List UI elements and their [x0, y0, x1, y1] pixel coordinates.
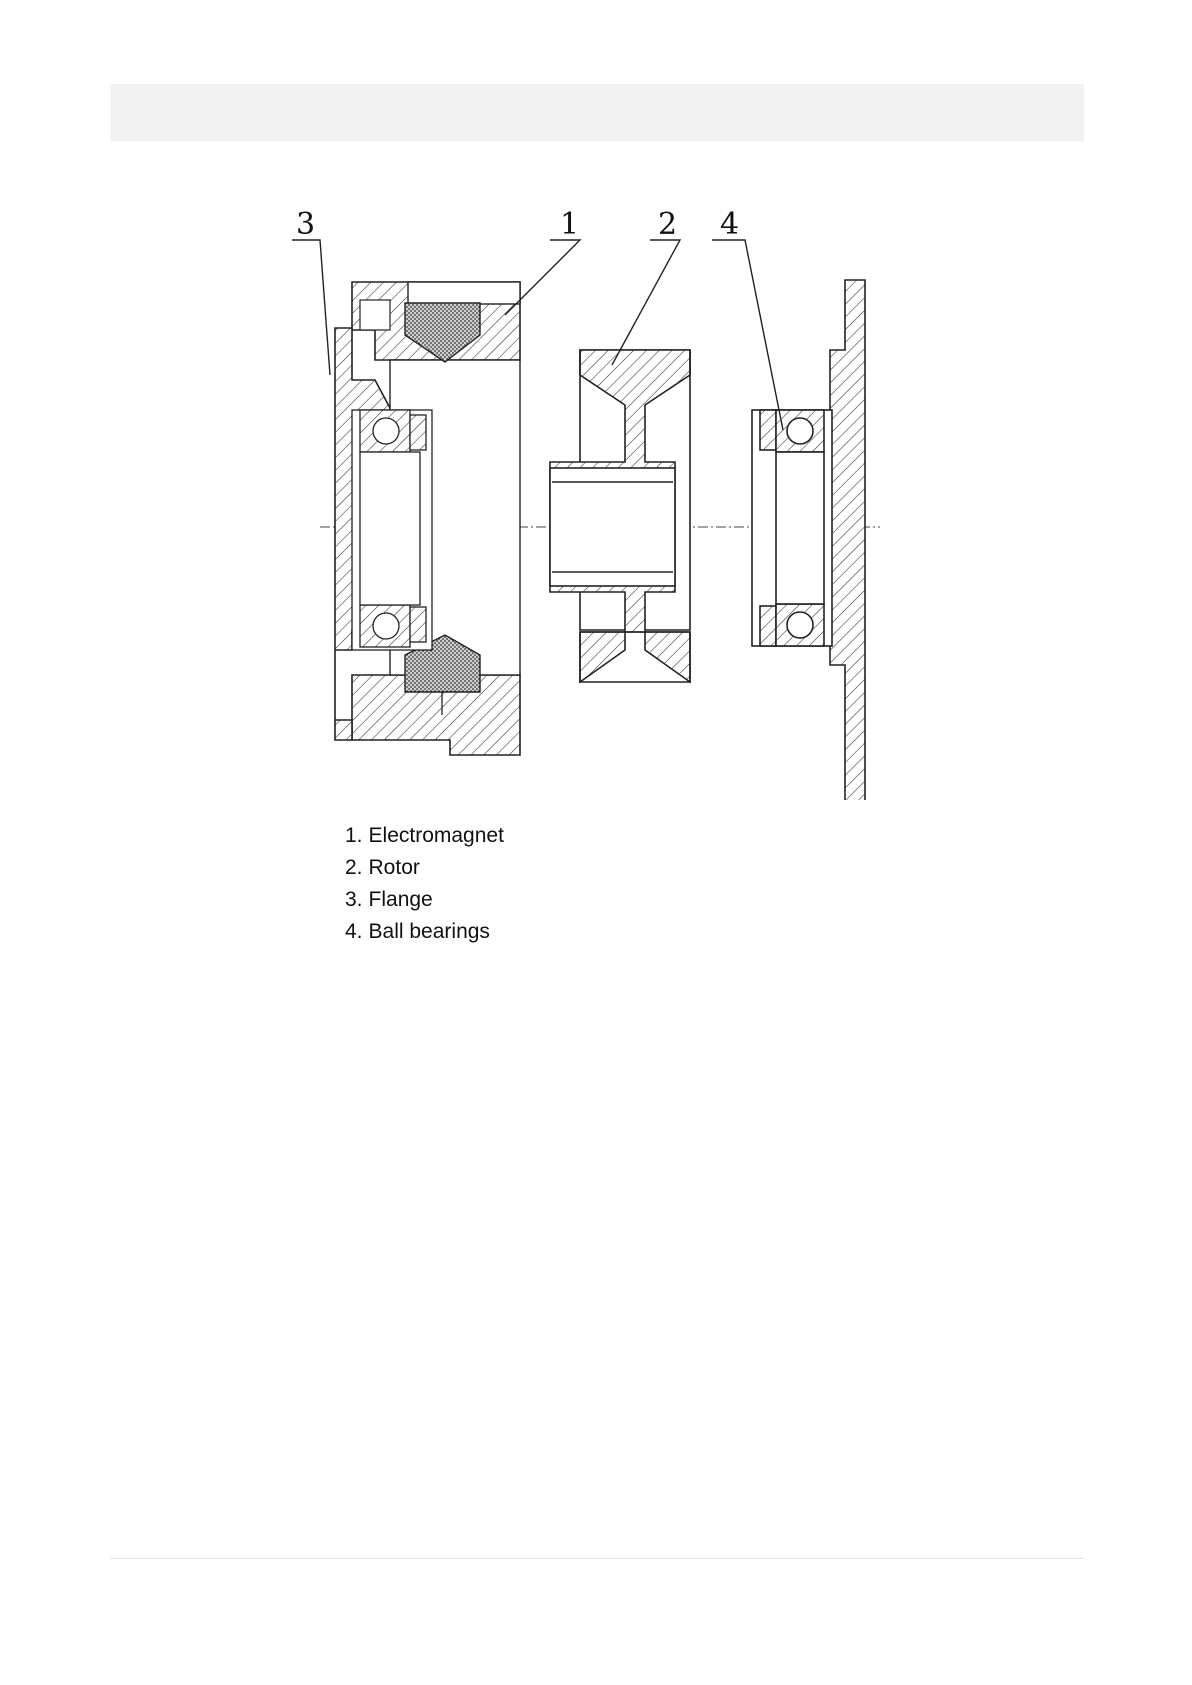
rotor	[550, 350, 690, 682]
callout-4: 4	[720, 210, 740, 242]
footer-rule	[110, 1558, 1084, 1559]
figure-legend	[345, 820, 504, 948]
brake-assembly-drawing	[290, 210, 910, 800]
callout-3: 3	[296, 210, 316, 242]
header-band	[110, 84, 1084, 141]
callout-2: 2	[658, 210, 678, 242]
legend-item: 2. Rotor	[345, 856, 420, 879]
legend-item: 4. Ball bearings	[345, 920, 490, 943]
legend-item: 1. Electromagnet	[345, 824, 504, 847]
left-bearing	[352, 410, 432, 650]
callout-1: 1	[560, 210, 580, 242]
legend-item: 3. Flange	[345, 888, 433, 911]
